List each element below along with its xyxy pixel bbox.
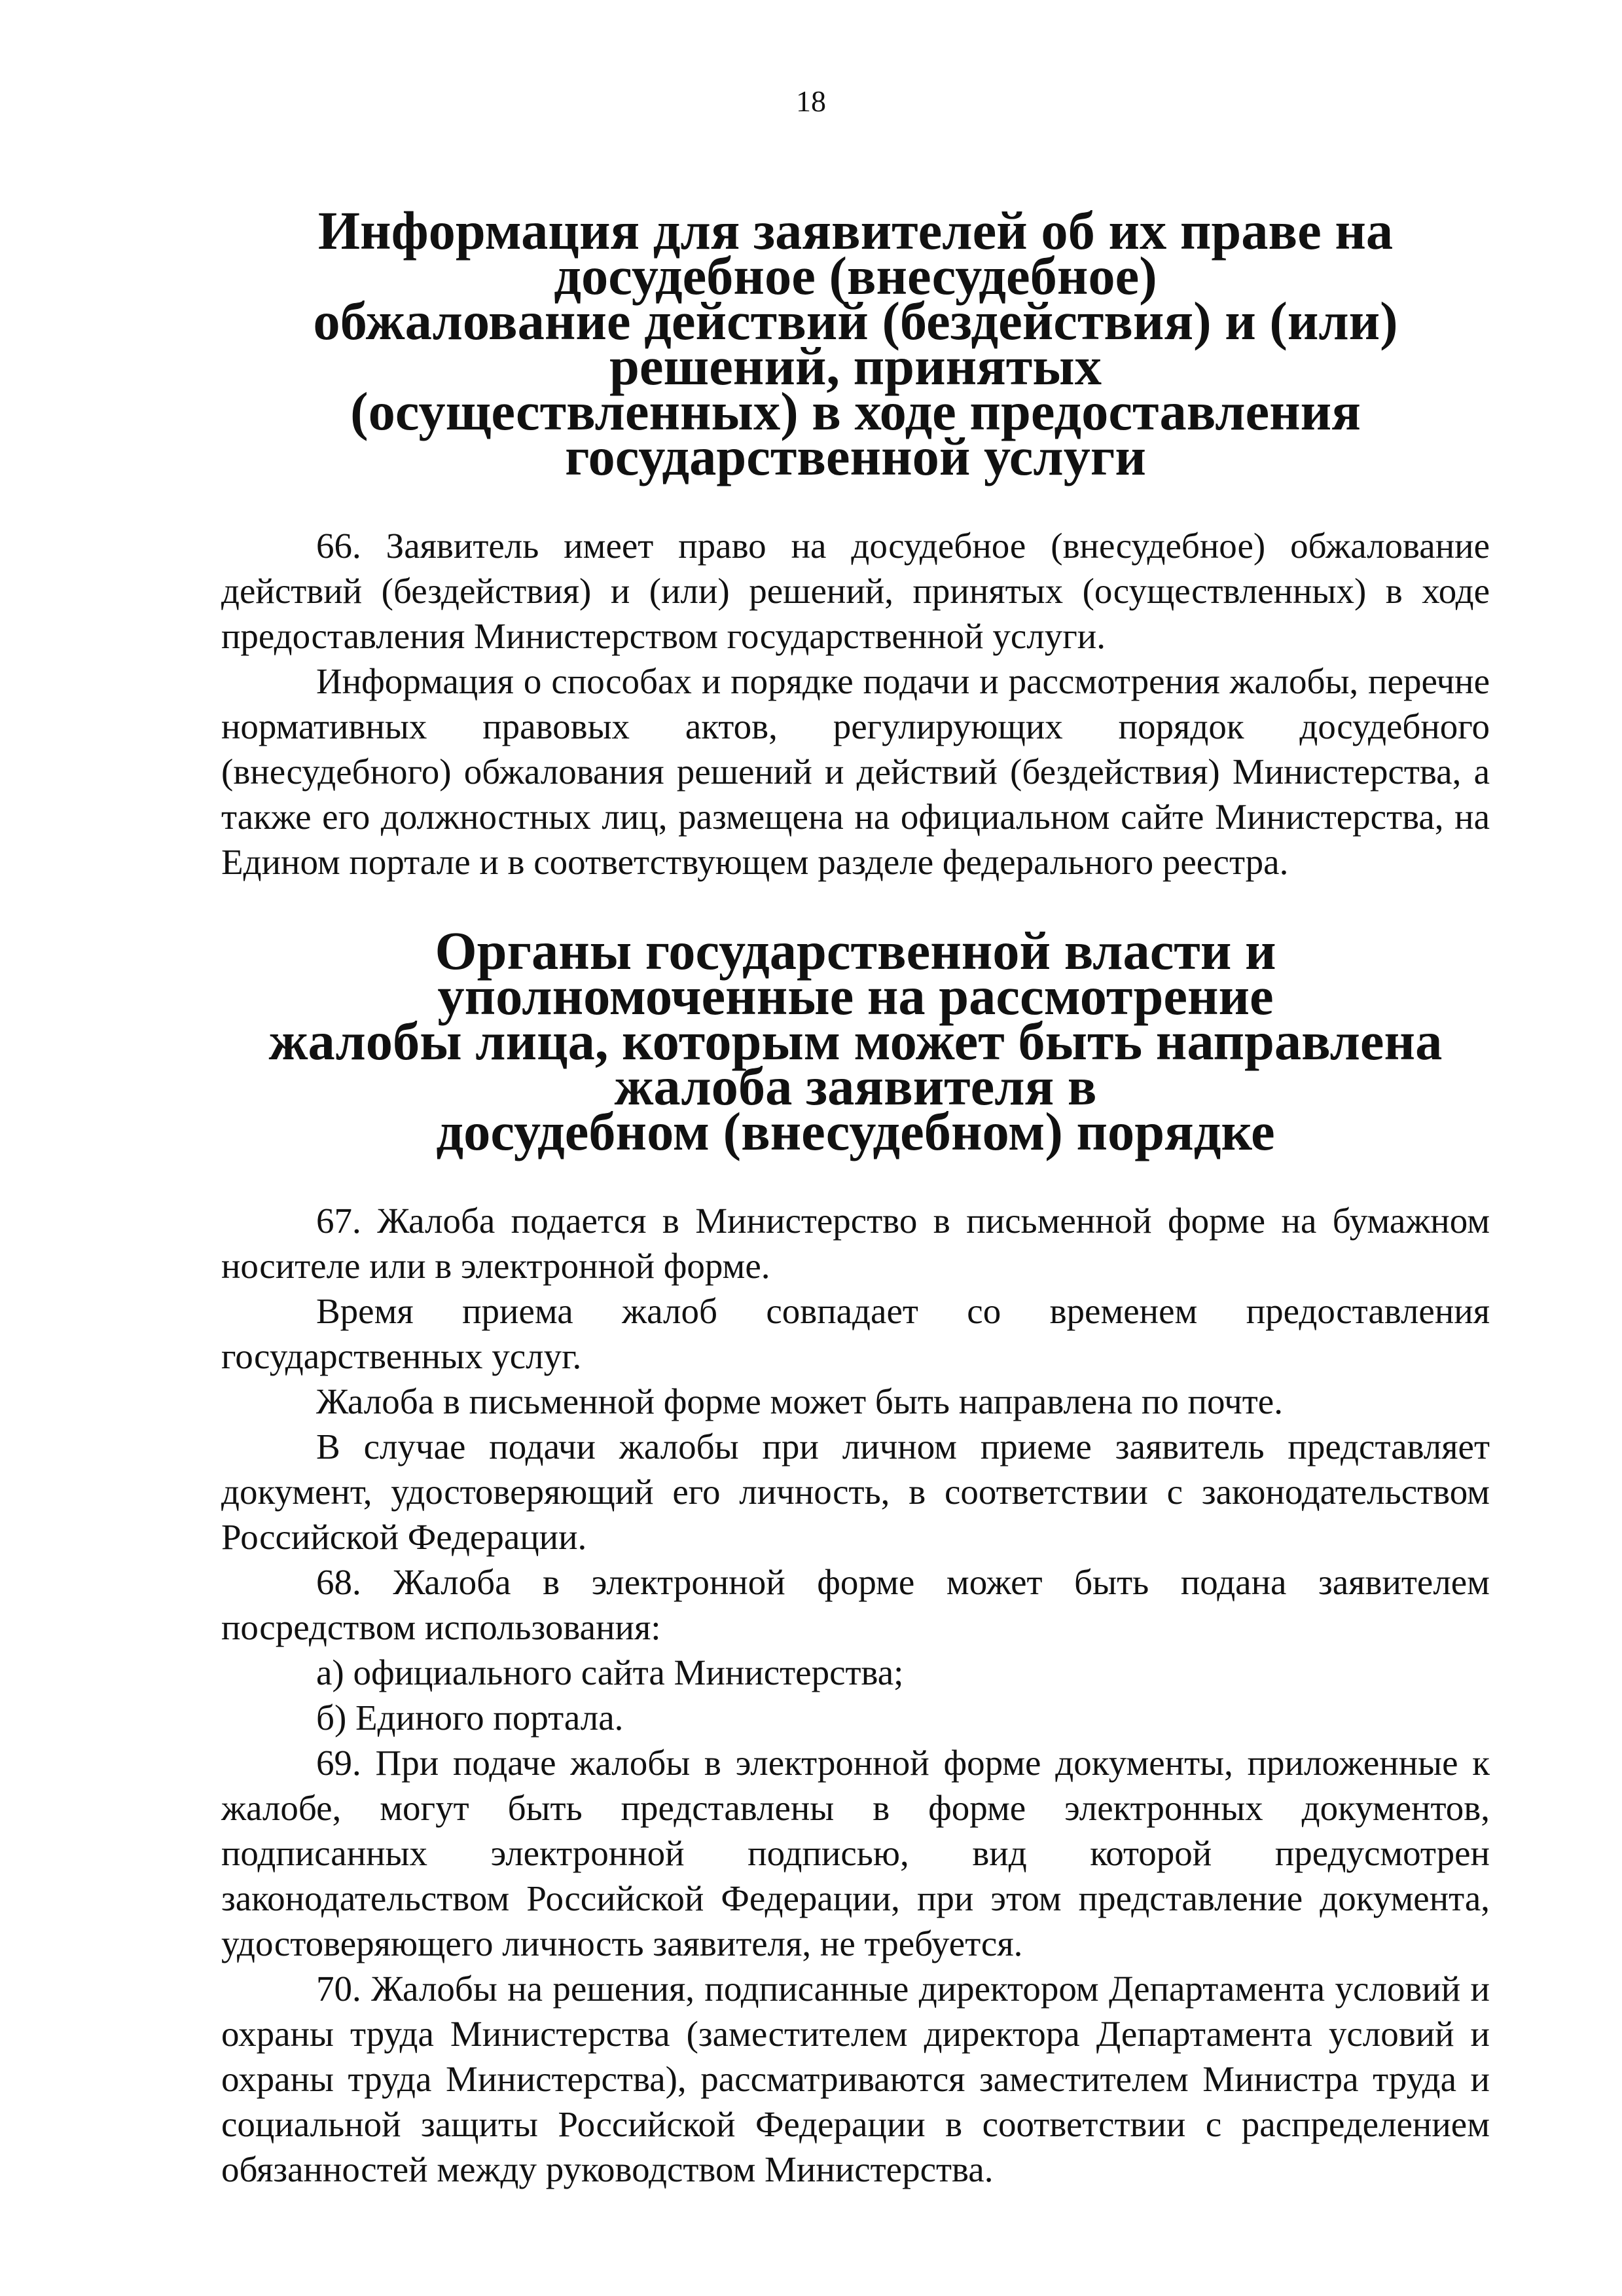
list-item-a: а) официального сайта Министерства; [316,1652,904,1692]
page-number: 18 [796,84,826,118]
heading-line: обжалование действий (бездействия) и (или) решений, принятых [313,291,1398,396]
paragraph-67: 67. Жалоба подается в Министерство в письменной форме на бумажном носителе или в электронной форме. [221,1201,1490,1286]
heading-line: Органы государственной власти и уполномоченные на рассмотрение [435,920,1276,1026]
heading-line: Информация для заявителей об их праве на досудебное (внесудебное) [317,200,1394,306]
heading-line: досудебном (внесудебном) порядке [436,1101,1275,1161]
paragraph-reception-time: Время приема жалоб совпадает со временем предоставления государственных услуг. [221,1291,1490,1376]
paragraph-69: 69. При подаче жалобы в электронной форме документы, приложенные к жалобе, могут быть представлены в форме электронных документов, подписанных электронной подписью, вид которой предусмотрен законодательством Российской Федерации, при этом представление документа, удостоверяющего личность заявителя, не требуется. [221,1743,1490,1963]
paragraph-68: 68. Жалоба в электронной форме может быть подана заявителем посредством использования: [221,1562,1490,1647]
paragraph-mail: Жалоба в письменной форме может быть направлена по почте. [316,1381,1283,1421]
paragraph-70: 70. Жалобы на решения, подписанные директором Департамента условий и охраны труда Министерства (заместителем директора Департамента условий и охраны труда Министерства), рассматриваются заместителем Министра труда и социальной защиты Российской Федерации в соответствии с распределением обязанностей между руководством Министерства. [221,1969,1490,2189]
section-heading-authorities [221,920,1490,1161]
paragraph-personal-reception: В случае подачи жалобы при личном приеме заявитель представляет документ, удостоверяющий его личность, в соответствии с законодательством Российской Федерации. [221,1427,1490,1557]
paragraph-66: 66. Заявитель имеет право на досудебное (внесудебное) обжалование действий (бездействия) и (или) решений, принятых (осуществленных) в ходе предоставления Министерством государственной услуги. [221,526,1490,656]
heading-line: жалобы лица, которым может быть направлена жалоба заявителя в [268,1011,1443,1116]
heading-line: (осуществленных) в ходе предоставления государственной услуги [350,381,1361,486]
document-body [221,200,1490,2192]
section-heading-complaint-rights [221,200,1490,486]
list-item-b: б) Единого портала. [316,1698,624,1738]
paragraph-complaint-info: Информация о способах и порядке подачи и рассмотрения жалобы, перечне нормативных правовых актов, регулирующих порядок досудебного (внесудебного) обжалования решений и действий (бездействия) Министерства, а также его должностных лиц, размещена на официальном сайте Министерства, на Едином портале и в соответствующем разделе федерального реестра. [221,661,1490,882]
